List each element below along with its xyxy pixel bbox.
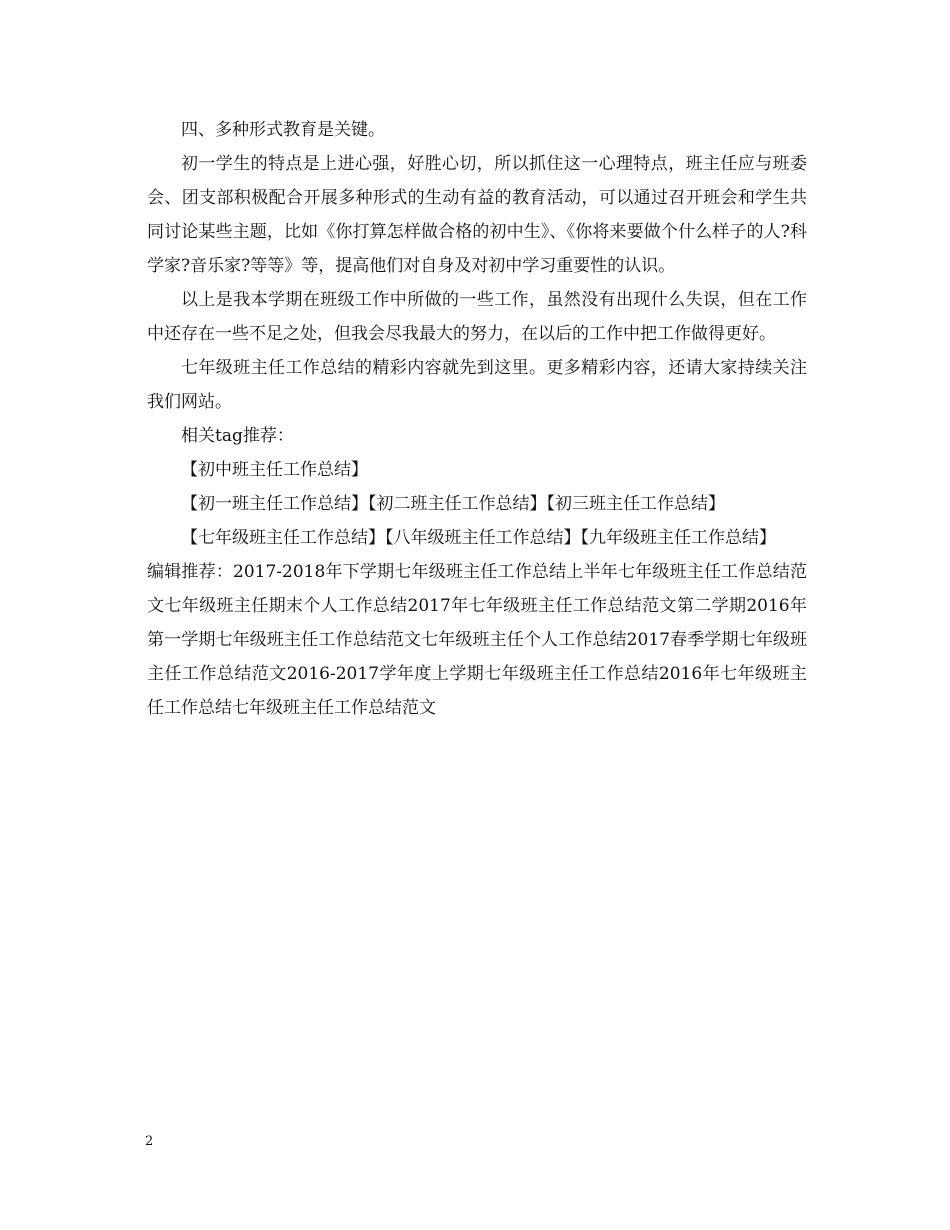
tag-line-grades-1-3: 【初一班主任工作总结】【初二班主任工作总结】【初三班主任工作总结】 [181,494,725,514]
document-body [147,113,807,725]
paragraph-student-traits: 初一学生的特点是上进心强，好胜心切，所以抓住这一心理特点，班主任应与班委会、团支部积极配合开展多种形式的生动有益的教育活动，可以通过召开班会和学生共同讨论某些主题，比如《你打算怎样做合格的初中生》、《你将来要做个什么样子的人?科学家?音乐家?等等》等，提高他们对自身及对初中学习重要性的认识。 [147,154,807,276]
related-tags-label: 相关tag推荐： [181,426,294,446]
tag-line-junior-high: 【初中班主任工作总结】 [181,460,368,480]
paragraph-heading-four: 四、多种形式教育是关键。 [181,120,385,140]
paragraph-closing: 七年级班主任工作总结的精彩内容就先到这里。更多精彩内容，还请大家持续关注我们网站。 [147,358,807,412]
paragraph-summary: 以上是我本学期在班级工作中所做的一些工作，虽然没有出现什么失误，但在工作中还存在一些不足之处，但我会尽我最大的努力，在以后的工作中把工作做得更好。 [147,290,807,344]
editor-recommendations: 编辑推荐：2017-2018年下学期七年级班主任工作总结上半年七年级班主任工作总结范文七年级班主任期末个人工作总结2017年七年级班主任工作总结范文第二学期2016年第一学期七年级班主任工作总结范文七年级班主任个人工作总结2017春季学期七年级班主任工作总结范文2016-2017学年度上学期七年级班主任工作总结2016年七年级班主任工作总结七年级班主任工作总结范文 [147,562,807,718]
tag-line-grades-7-9: 【七年级班主任工作总结】【八年级班主任工作总结】【九年级班主任工作总结】 [181,528,776,548]
page-number: 2 [145,1134,154,1149]
